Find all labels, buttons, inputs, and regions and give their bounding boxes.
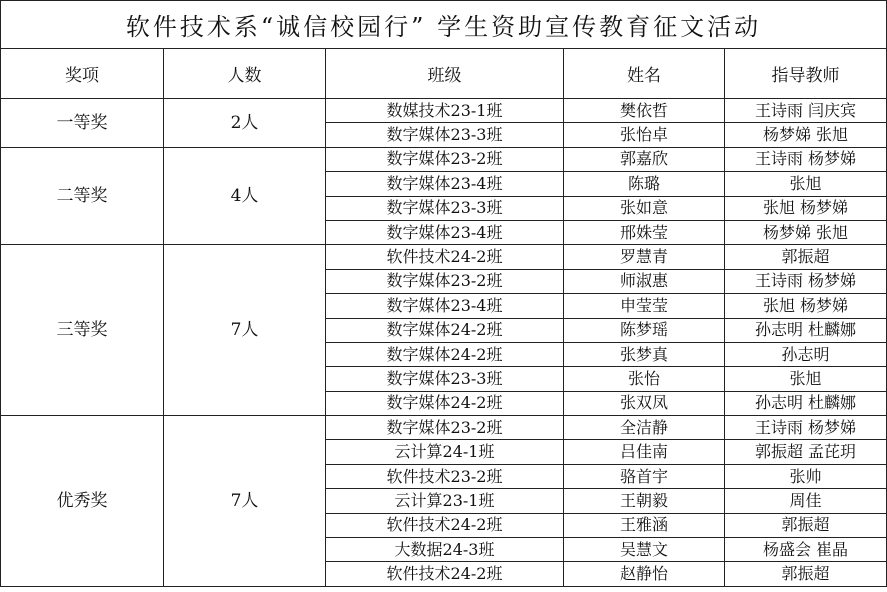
class-cell: 数字媒体23-2班 [326,416,564,440]
class-cell: 数字媒体24-2班 [326,342,564,366]
award-table [0,48,887,587]
student-name-cell: 张怡卓 [564,123,725,147]
student-name-cell: 全洁静 [564,416,725,440]
student-name-cell: 吕佳南 [564,440,725,464]
class-cell: 数字媒体23-3班 [326,196,564,220]
class-cell: 软件技术24-2班 [326,513,564,537]
class-cell: 数字媒体23-3班 [326,367,564,391]
award-level-cell: 一等奖 [1,99,164,148]
class-cell: 云计算24-1班 [326,440,564,464]
teacher-cell: 杨梦娣 张旭 [725,220,887,244]
class-cell: 数字媒体23-2班 [326,147,564,171]
award-level-cell: 优秀奖 [1,416,164,587]
student-name-cell: 赵静怡 [564,562,725,586]
teacher-cell: 张旭 [725,367,887,391]
header-name: 姓名 [564,49,725,99]
table-row [1,245,887,269]
class-cell: 数字媒体24-2班 [326,391,564,415]
teacher-cell: 张帅 [725,464,887,488]
teacher-cell: 周佳 [725,489,887,513]
student-name-cell: 郭嘉欣 [564,147,725,171]
award-level-cell: 二等奖 [1,147,164,245]
student-name-cell: 张梦真 [564,342,725,366]
class-cell: 数字媒体24-2班 [326,318,564,342]
teacher-cell: 孙志明 杜麟娜 [725,391,887,415]
header-teacher: 指导教师 [725,49,887,99]
table-body [1,99,887,587]
class-cell: 大数据24-3班 [326,538,564,562]
class-cell: 软件技术24-2班 [326,562,564,586]
table-row [1,147,887,171]
teacher-cell: 郭振超 [725,245,887,269]
student-name-cell: 罗慧青 [564,245,725,269]
student-name-cell: 骆首宇 [564,464,725,488]
student-name-cell: 陈梦瑶 [564,318,725,342]
winner-count-cell: 7人 [164,245,326,416]
student-name-cell: 张双凤 [564,391,725,415]
table-row [1,416,887,440]
student-name-cell: 邢姝莹 [564,220,725,244]
teacher-cell: 张旭 杨梦娣 [725,294,887,318]
class-cell: 软件技术23-2班 [326,464,564,488]
class-cell: 数字媒体23-4班 [326,220,564,244]
teacher-cell: 孙志明 杜麟娜 [725,318,887,342]
header-award: 奖项 [1,49,164,99]
teacher-cell: 郭振超 孟芘玥 [725,440,887,464]
teacher-cell: 王诗雨 杨梦娣 [725,147,887,171]
teacher-cell: 郭振超 [725,562,887,586]
class-cell: 数媒技术23-1班 [326,99,564,123]
teacher-cell: 王诗雨 杨梦娣 [725,269,887,293]
teacher-cell: 杨盛会 崔晶 [725,538,887,562]
header-count: 人数 [164,49,326,99]
teacher-cell: 郭振超 [725,513,887,537]
student-name-cell: 张怡 [564,367,725,391]
class-cell: 数字媒体23-2班 [326,269,564,293]
class-cell: 软件技术24-2班 [326,245,564,269]
teacher-cell: 王诗雨 闫庆宾 [725,99,887,123]
award-level-cell: 三等奖 [1,245,164,416]
header-row [1,49,887,99]
sheet-title: 软件技术系“诚信校园行” 学生资助宣传教育征文活动 [0,0,887,48]
winner-count-cell: 4人 [164,147,326,245]
class-cell: 数字媒体23-4班 [326,172,564,196]
header-class: 班级 [326,49,564,99]
table-row [1,99,887,123]
teacher-cell: 孙志明 [725,342,887,366]
student-name-cell: 樊依哲 [564,99,725,123]
student-name-cell: 王雅涵 [564,513,725,537]
teacher-cell: 王诗雨 杨梦娣 [725,416,887,440]
student-name-cell: 师淑惠 [564,269,725,293]
teacher-cell: 张旭 杨梦娣 [725,196,887,220]
student-name-cell: 陈璐 [564,172,725,196]
student-name-cell: 申莹莹 [564,294,725,318]
teacher-cell: 张旭 [725,172,887,196]
class-cell: 数字媒体23-3班 [326,123,564,147]
student-name-cell: 吴慧文 [564,538,725,562]
student-name-cell: 王朝毅 [564,489,725,513]
class-cell: 数字媒体23-4班 [326,294,564,318]
winner-count-cell: 7人 [164,416,326,587]
class-cell: 云计算23-1班 [326,489,564,513]
teacher-cell: 杨梦娣 张旭 [725,123,887,147]
winner-count-cell: 2人 [164,99,326,148]
student-name-cell: 张如意 [564,196,725,220]
